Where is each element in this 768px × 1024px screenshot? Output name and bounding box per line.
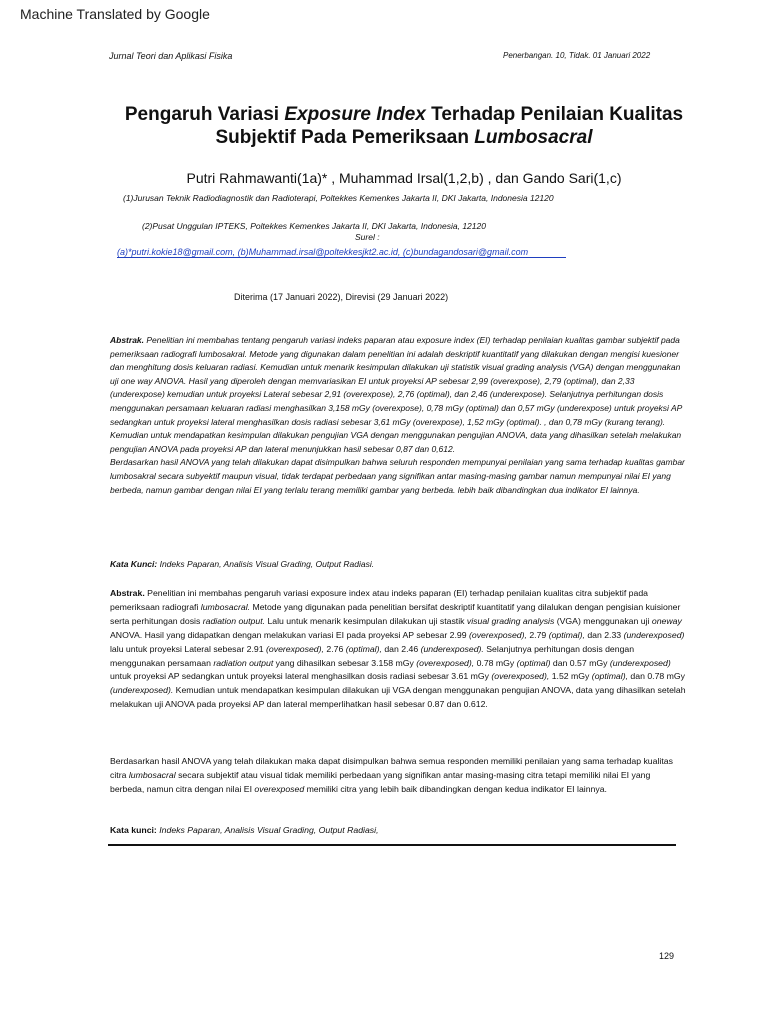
abstract-text: memiliki citra yang lebih baik dibandingkan dengan kedua indikator EI lainnya. [304,783,607,794]
affiliation-1: (1)Jurusan Teknik Radiodiagnostik dan Radioterapi, Poltekkes Kemenkes Jakarta II, DKI Jakarta, Indonesia 12120 [123,193,554,203]
abstract-machine-translated [110,334,690,497]
abstract-italic: radiation output. [202,615,266,626]
abstract-italic: (underexposed) [609,657,671,668]
abstract-italic: (overexposed), [416,657,475,668]
abstract-italic: (overexposed), [266,643,324,654]
title-italic: Exposure Index [284,104,426,125]
title-text: Pengaruh Variasi [124,104,285,125]
abstract-text: Penelitian ini membahas pengaruh variasi exposure index atau indeks paparan (EI) terhadap penilaian kualitas citra subjektif pada pemeriksaan radiografi [110,588,648,612]
abstract-italic: lumbosacral. [200,601,251,612]
abstract-italic: (underexposed) [623,629,685,640]
author-2: Muhammad Irsal(1,2,b) [339,170,484,186]
abstract-italic: radiation output [213,657,274,668]
abstract-text: Lalu untuk menarik kesimpulan dilakukan uji stastik [265,615,467,626]
title-italic: Lumbosacral [474,127,593,148]
abstract-text: dan 0.78 mGy [628,671,685,682]
keywords-label: Kata Kunci: [110,559,158,569]
abstract-text: (VGA) menggunakan uji [554,615,652,626]
affiliation-2: (2)Pusat Unggulan IPTEKS, Poltekkes Kemenkes Jakarta II, DKI Jakarta, Indonesia, 12120 [142,221,486,231]
abstract-italic: (overexposed), [468,629,527,640]
abstract-paragraph: Berdasarkan hasil ANOVA yang telah dilakukan dapat disimpulkan bahwa seluruh responden mempunyai penilaian yang sama terhadap kualitas gambar lumbosakral secara subyektif maupun visual, tidak terdapat perbedaan yang signifikan antar masing-masing gambar namun mempunyai nilai EI yang berbeda, namun gambar dengan nilai EI yang terlalu terang memiliki gambar yang berbeda. lebih baik dibandingkan dua indikator EI lainnya. [110,457,685,495]
abstract-text: lalu untuk proyeksi Lateral sebesar 2.91 [110,643,266,654]
journal-issue: Penerbangan. 10, Tidak. 01 Januari 2022 [503,51,651,60]
title-text: Terhadap Penilaian Kualitas [425,104,684,125]
abstract-text: 1.52 mGy [549,671,592,682]
abstract-text: 2.76 [323,643,346,654]
title-line-2 [60,126,748,149]
received-dates: Diterima (17 Januari 2022), Direvisi (29 Januari 2022) [234,292,449,302]
abstract-text: 0.78 mGy [474,657,517,668]
section-divider [108,844,676,846]
page-number: 129 [659,951,675,961]
abstract-conclusion [110,755,686,797]
abstract-italic: lumbosacral [128,769,176,780]
abstract-text: dan 2.46 [381,643,421,654]
abstract-text: ANOVA. Hasil yang didapatkan dengan melakukan variasi EI pada proyeksi AP sebesar 2.99 [110,629,469,640]
abstract-italic: visual grading analysis [466,615,555,626]
abstract-italic: overexposed [254,783,305,794]
abstract-italic: (underexposed). [420,643,484,654]
abstract-text: secara subjektif atau visual tidak memiliki perbedaan yang signifikan antar masing-masing citra tetapi memiliki nilai EI yang berbeda, namun citra dengan nilai EI [110,769,651,794]
abstract-original [110,587,686,712]
abstract-italic: (optimal), [548,629,585,640]
abstract-italic: (overexposed), [491,671,550,682]
abstract-italic: (optimal) [516,657,551,668]
abstract-label: Abstrak. [110,335,145,345]
paper-title [60,103,748,149]
abstract-text: yang dihasilkan sebesar 3.158 mGy [273,657,417,668]
keywords-label: Kata kunci: [110,825,157,835]
abstract-italic: (optimal), [345,643,382,654]
email-label: Surel : [355,232,380,242]
abstract-italic: (optimal), [591,671,629,682]
title-line-1 [60,103,748,126]
abstract-text: 2.79 [526,629,549,640]
email-links[interactable]: (a)*putri.kokie18@gmail.com, (b)Muhammad.irsal@poltekkesjkt2.ac.id, (c)bundagandosari@gmail.com [117,247,566,258]
abstract-text: Metode yang digunakan pada penelitian bersifat deskriptif kuantitatif yang dilalukan dengan pengisian kuisioner serta perhitungan dosis [110,601,681,626]
author-1: Putri Rahmawanti(1a)* [186,170,328,186]
abstract-text: dan 2.33 [584,629,624,640]
keywords-text: Indeks Paparan, Analisis Visual Grading, Output Radiasi. [157,559,375,569]
author-separator: , [483,170,496,186]
abstract-text: dan 0.57 mGy [550,657,610,668]
author-separator: , [327,170,340,186]
abstract-text: Kemudian untuk mendapatkan kesimpulan dilakukan uji VGA dengan menggunakan pengujian ANOVA, data yang dihasilkan setelah melakukan uji ANOVA pada proyeksi AP dan lateral memperlihatkan hasil sebesar 0.87 dan 0.612. [110,685,686,710]
abstract-italic: (underexposed). [110,685,174,696]
author-3: dan Gando Sari(1,c) [495,170,622,186]
abstract-text: Penelitian ini membahas tentang pengaruh variasi indeks paparan atau exposure index (EI) terhadap penilaian kualitas gambar subjektif pada pemeriksaan radiografi lumbosakral. Metode yang digunakan dalam penelitian ini adalah deskriptif kuantitatif yang dilakukan dengan mengisi kuesioner dan menghitung dosis keluaran radiasi. Kemudian untuk menarik kesimpulan dilakukan uji statistik visual grading analysis (VGA) dengan menggunakan uji one way ANOVA. Hasil yang diperoleh dengan memvariasikan EI untuk proyeksi AP sebesar 2,99 (overexpose), 2,79 (optimal), dan 2,33 (underexpose) kemudian untuk proyeksi Lateral sebesar 2,91 (overexpose), 2,76 (optimal), dan 2,46 (underexpose). Selanjutnya perhitungan dosis menggunakan persamaan keluaran radiasi menghasilkan 3,158 mGy (overexpose), 0,78 mGy (optimal) dan 0,57 mGy (underexpose) untuk proyeksi AP sedangkan untuk proyeksi lateral menghasilkan dosis radiasi sebesar 3,61 mGy (overexpose), 1,52 mGy (optimal). , dan 0,78 mGy (kurang terang). Kemudian untuk mendapatkan kesimpulan dilakukan pengujian VGA dengan menggunakan pengujian ANOVA, data yang dihasilkan setelah melakukan pengujian ANOVA pada proyeksi AP dan lateral menunjukkan hasil sebesar 0,87 dan 0,612. [110,335,682,454]
title-text: Subjektif Pada Pemeriksaan [215,127,475,148]
journal-name: Jurnal Teori dan Aplikasi Fisika [109,51,233,61]
machine-translation-banner: Machine Translated by Google [20,6,210,22]
abstract-text: Berdasarkan hasil ANOVA yang telah dilakukan maka dapat disimpulkan bahwa semua responden memiliki penilaian yang sama terhadap kualitas citra [110,756,673,780]
abstract-paragraph [110,334,690,456]
abstract-text: untuk proyeksi AP sedangkan untuk proyeksi lateral menghasilkan dosis radiasi sebesar 3.61 mGy [110,671,492,682]
keywords-machine-translated [110,559,374,569]
abstract-label: Abstrak. [110,588,145,598]
keywords-text: Indeks Paparan, Analisis Visual Grading, Output Radiasi, [156,825,379,835]
author-list [60,170,748,186]
abstract-italic: oneway [651,615,682,626]
keywords-original [110,825,378,835]
abstract-text: Selanjutnya perhitungan dosis dengan menggunakan persamaan [110,643,635,668]
